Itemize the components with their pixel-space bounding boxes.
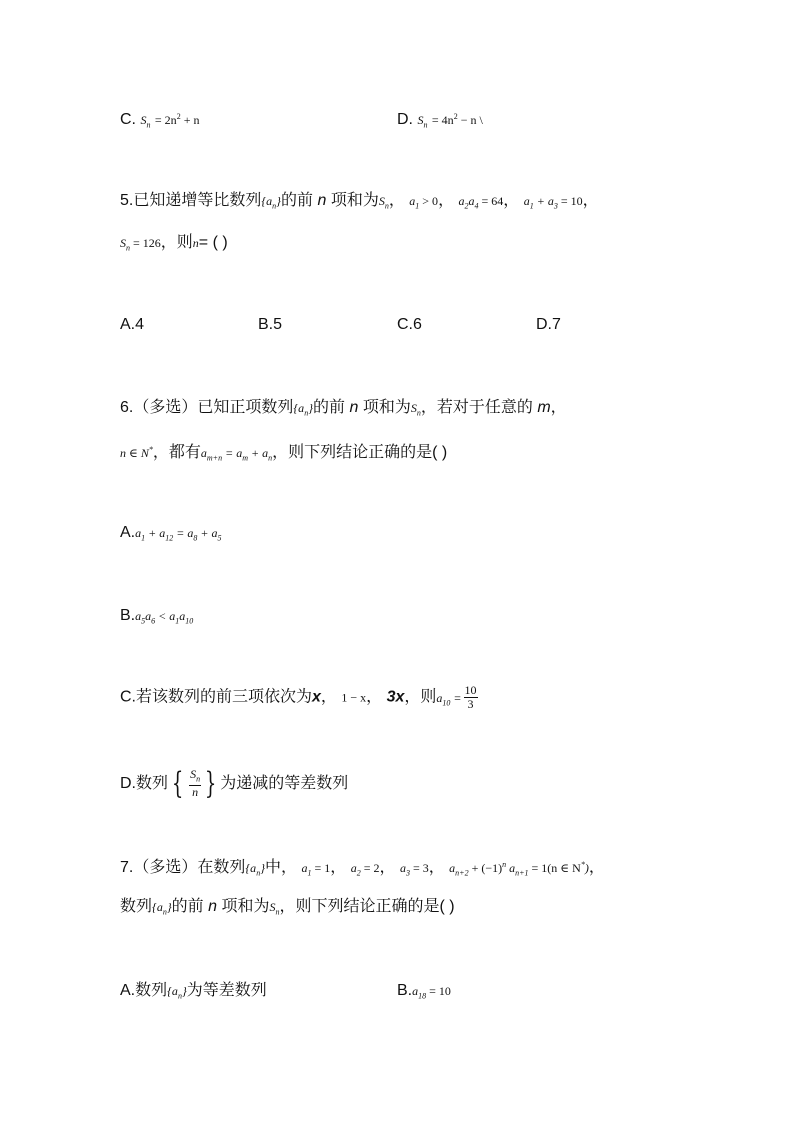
q5-option-c: C.6 (397, 316, 422, 333)
math-expr: $S_n$ (417, 113, 428, 130)
q6-option-c: C.若该数列的前三项依次为x， 1 − x， 3x，则$a_{10}$ = $\frac{10}{3}$ (120, 683, 477, 711)
q6-stem-line2: n ∈ N*，都有$a_{m+n} = a_m + a_n$，则下列结论正确的是( ) (120, 444, 448, 463)
q4-option-d: D. $S_n = 4n^2 - n$ \ (397, 111, 483, 130)
right-brace: } (204, 765, 217, 801)
q6-stem-line1: 6.（多选）已知正项数列$\{a_n\}$的前 n 项和为$S_n$，若对于任意的 m， (120, 399, 567, 418)
q5-option-d: D.7 (536, 316, 561, 333)
fraction: $\frac{S_n}{n}$ (190, 767, 201, 800)
q4-option-c: C. $S_n = 2n^2 + n$ (120, 111, 200, 130)
fraction: $\frac{10}{3}$ (464, 683, 477, 711)
q5-stem-line2: $S_n = 126$，则n= ( ) (120, 234, 228, 253)
q5-option-b: B.5 (258, 316, 283, 333)
math-expr: $S_n$ (140, 113, 151, 130)
q7-stem-line1: 7.（多选）在数列$\{a_n\}$中， $a_1 = 1$， $a_2 = 2$， $a_3 = 3$， $a_{n+2} + (-1)^n$ $a_{n+1} = 1(n$ ∈ N*)， (120, 859, 605, 878)
q5-stem-line1: 5.已知递增等比数列$\{a_n\}$的前 n 项和为$S_n$， $a_1 > 0$， $a_2a_4 = 64$， $a_1 + a_3 = 10$， (120, 192, 599, 211)
q6-option-d: D.数列 { $\frac{S_n}{n}$ } 为递减的等差数列 (120, 765, 349, 801)
q7-option-b: $B.a_{18} = 10$ (397, 982, 451, 1001)
q5-option-a: A.4 (120, 316, 145, 333)
q7-option-a: A.数列$\{a_n\}$为等差数列 (120, 982, 267, 1001)
q7-stem-line2: 数列$\{a_n\}$的前 n 项和为$S_n$，则下列结论正确的是( ) (120, 898, 455, 917)
q6-option-a: $A.a_1 + a_{12} = a_8 + a_5$ (120, 524, 222, 543)
q6-option-b: $B.a_5a_6 < a_1a_{10}$ (120, 607, 194, 626)
left-brace: { (171, 765, 184, 801)
